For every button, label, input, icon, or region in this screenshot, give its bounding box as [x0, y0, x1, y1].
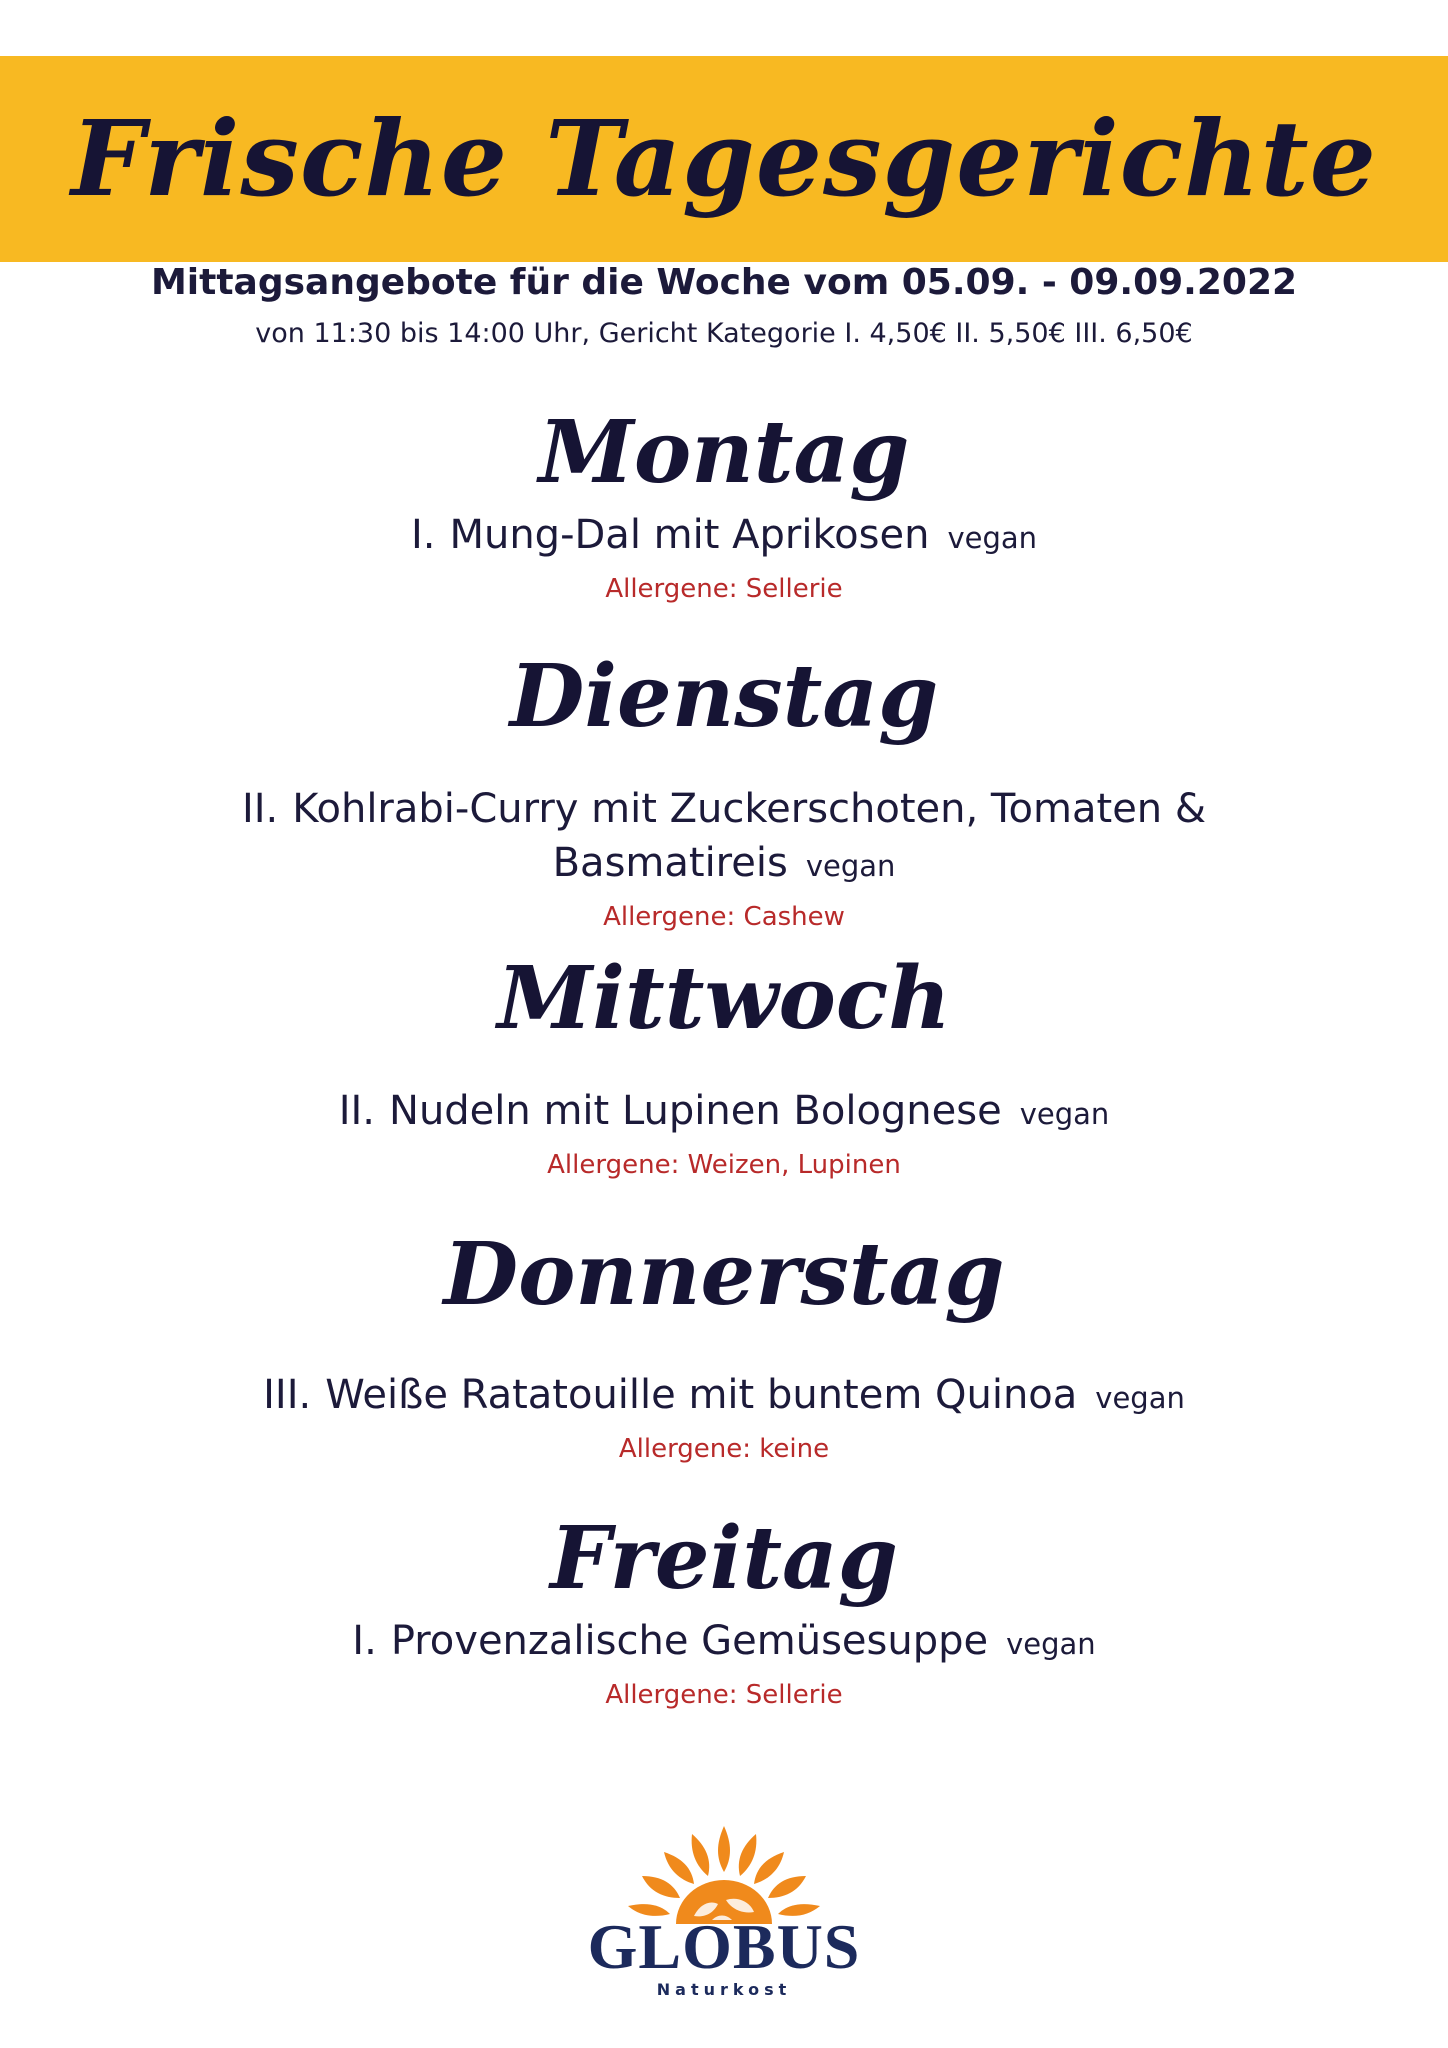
dish-name-line2: Basmatireis: [552, 840, 788, 886]
allergens-note: Allergene: Sellerie: [605, 574, 843, 604]
week-subtitle: Mittagsangebote für die Woche vom 05.09. - 09.09.2022: [150, 262, 1298, 303]
day-heading: Mittwoch: [497, 948, 951, 1049]
day-heading: Montag: [538, 402, 910, 503]
page-title: Frische Tagesgerichte: [71, 97, 1377, 220]
title-banner: [0, 56, 1448, 262]
day-heading: Dienstag: [509, 646, 939, 747]
logo-subtitle: Naturkost: [656, 1980, 792, 1999]
dish-category: II.: [338, 1088, 376, 1134]
vegan-tag: vegan: [1006, 1627, 1096, 1661]
day-section-dienstag: [0, 642, 1448, 937]
dish-name: Weiße Ratatouille mit buntem Quinoa: [325, 1372, 1078, 1418]
dish-name-line1: Kohlrabi-Curry mit Zuckerschoten, Tomaten &: [292, 786, 1207, 832]
day-section-mittwoch: [0, 944, 1448, 1185]
dish-line: [224, 508, 1224, 565]
globus-logo: [584, 1820, 864, 2000]
day-section-freitag: [0, 1504, 1448, 1715]
dish-line: [224, 1614, 1224, 1671]
allergens-note: Allergene: Weizen, Lupinen: [547, 1150, 901, 1180]
dish-name: Mung-Dal mit Aprikosen: [449, 512, 930, 558]
dish-line: [224, 1084, 1224, 1141]
vegan-tag: vegan: [805, 849, 896, 883]
day-section-montag: [0, 398, 1448, 609]
vegan-tag: vegan: [1019, 1097, 1110, 1131]
vegan-tag: vegan: [1095, 1381, 1185, 1415]
dish-category: III.: [263, 1372, 312, 1418]
hours-and-prices: von 11:30 bis 14:00 Uhr, Gericht Kategorie I. 4,50€ II. 5,50€ III. 6,50€: [255, 318, 1193, 349]
day-heading: Donnerstag: [443, 1224, 1005, 1325]
vegan-tag: vegan: [947, 521, 1038, 555]
dish-name: Provenzalische Gemüsesuppe: [390, 1618, 989, 1664]
dish-line: [224, 782, 1224, 893]
day-section-donnerstag: [0, 1220, 1448, 1469]
day-heading: Freitag: [550, 1508, 898, 1609]
allergens-note: Allergene: Cashew: [603, 902, 845, 932]
dish-name: Nudeln mit Lupinen Bolognese: [389, 1088, 1002, 1134]
dish-category: II.: [241, 786, 279, 832]
allergens-note: Allergene: keine: [618, 1434, 830, 1464]
allergens-note: Allergene: Sellerie: [605, 1680, 843, 1710]
logo-wordmark: GLOBUS: [587, 1911, 861, 1982]
dish-line: [224, 1368, 1224, 1425]
dish-category: I.: [410, 512, 436, 558]
dish-category: I.: [352, 1618, 377, 1664]
